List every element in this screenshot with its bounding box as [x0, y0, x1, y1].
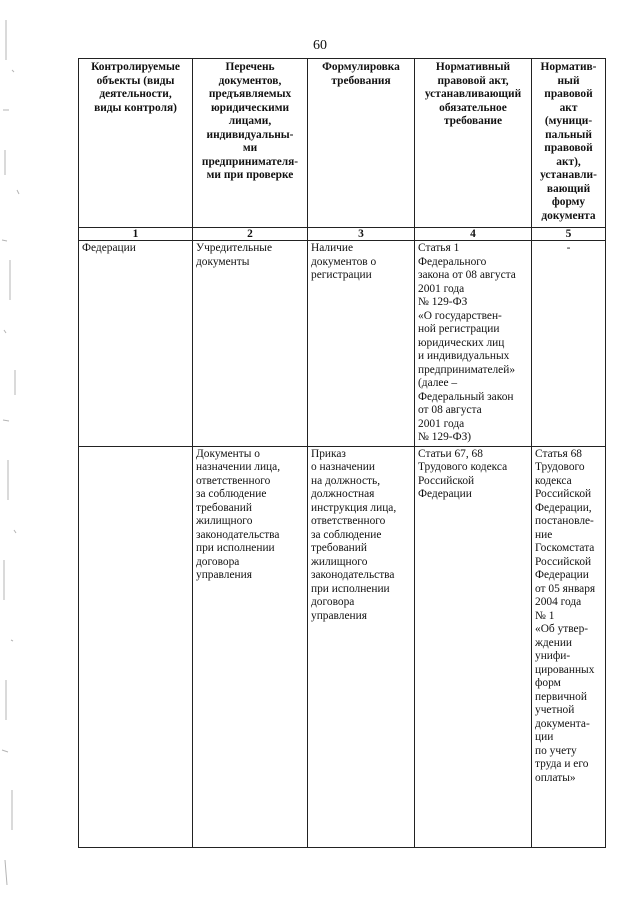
cell-text-line: Федерального [418, 255, 487, 268]
cell-text-line: по учету [535, 744, 577, 757]
column-number: 5 [532, 228, 606, 241]
cell-text-line: Наличие [311, 242, 354, 254]
cell-text-line: оплаты» [535, 771, 576, 784]
header-document-form-act [532, 59, 606, 228]
cell-text-line: за соблюдение [196, 488, 267, 500]
cell-text-line: учетной [535, 704, 575, 716]
cell-text-line: Трудового кодекса [418, 461, 508, 473]
cell-text-line: ответственного [196, 474, 271, 487]
cell-text-line: документа [541, 209, 596, 222]
cell-text-line: акт [559, 101, 578, 114]
cell-text-line: 2004 года [535, 596, 582, 608]
cell-text-line: документа- [535, 717, 590, 730]
cell-text-line: индивидуальны- [206, 128, 294, 141]
cell-text-line: договора [196, 555, 240, 568]
cell-text-line: законодательства [311, 569, 395, 581]
cell-text-line: (муници- [544, 115, 593, 127]
cell-text-line: закона от 08 августа [418, 269, 516, 281]
cell-text-line: вающий [546, 182, 591, 195]
column-number: 1 [79, 228, 193, 241]
table-header-row [79, 59, 606, 228]
cell-text-line: форм [535, 677, 561, 689]
cell-text-line: «Об утвер- [535, 623, 589, 635]
cell-text-line: предъявляемых [208, 88, 292, 100]
cell-text-line: предпринимателей» [418, 363, 516, 376]
cell-normative-act [415, 241, 532, 447]
cell-normative-act [415, 446, 532, 847]
cell-text-line: ответственного [311, 515, 386, 527]
cell-text-line: Российской [535, 555, 592, 568]
cell-text-line: обязательное [439, 101, 507, 114]
cell-text-line: управления [196, 569, 252, 581]
cell-text-line: Федерации [418, 488, 472, 500]
page-number: 60 [313, 38, 327, 53]
cell-form-act [532, 446, 606, 847]
header-documents-list [193, 59, 308, 228]
cell-text-line: правовой [544, 142, 593, 154]
cell-text-line: юридическими [210, 101, 290, 114]
cell-text-line: на должность, [311, 474, 381, 487]
cell-text-line: законодательства [196, 528, 280, 541]
cell-text-line: документов, [218, 74, 282, 87]
cell-text-line: унифи- [535, 650, 571, 662]
cell-text-line: от 08 августа [418, 404, 482, 416]
cell-text-line: виды контроля) [94, 101, 177, 114]
cell-text-line: инструкция лица, [311, 501, 397, 514]
cell-text-line: управления [311, 609, 367, 622]
column-number: 4 [415, 228, 532, 241]
cell-text-line: Учредительные [196, 242, 273, 254]
cell-text-line: документов о [311, 255, 377, 268]
cell-text-line: Федерации [82, 242, 136, 254]
cell-text-line: Формулировка [322, 61, 400, 73]
cell-text-line: ми [242, 142, 258, 154]
cell-text-line: пальный [545, 128, 592, 141]
cell-text-line: договора [311, 596, 355, 608]
column-number: 3 [308, 228, 415, 241]
cell-text-line: ние [535, 528, 553, 541]
header-normative-act [415, 59, 532, 228]
cell-text-line: - [566, 242, 571, 254]
cell-text-line: деятельности, [99, 88, 172, 100]
cell-text-line: Документы о [196, 447, 260, 460]
cell-text-line: Трудового [535, 461, 585, 473]
cell-text-line: Статья 1 [418, 242, 460, 254]
cell-text-line: № 129-ФЗ) [418, 431, 472, 443]
cell-text-line: постановле- [535, 515, 594, 527]
cell-text-line: от 05 января [535, 582, 596, 595]
table-row [79, 446, 606, 847]
cell-text-line: «О государствен- [418, 309, 502, 322]
cell-text-line: акт), [556, 155, 581, 168]
cell-text-line: Нормативный [435, 61, 511, 73]
cell-text-line: Перечень [225, 61, 275, 73]
cell-text-line: 2001 года [418, 282, 465, 295]
cell-text-line: должностная [311, 488, 375, 500]
cell-text-line: ждении [535, 636, 573, 649]
cell-text-line: Контролируемые [91, 61, 180, 73]
cell-text-line: устанавли- [540, 169, 597, 181]
cell-documents [193, 446, 308, 847]
cell-text-line: 2001 года [418, 417, 465, 430]
cell-text-line: ный [557, 74, 580, 87]
cell-text-line: Федерации, [535, 501, 592, 514]
cell-text-line: Статьи 67, 68 [418, 447, 483, 460]
cell-text-line: Норматив- [540, 61, 597, 73]
cell-text-line: устанавливающий [424, 88, 522, 100]
cell-text-line: юридических лиц [418, 336, 505, 349]
cell-text-line: о назначении [311, 461, 375, 473]
cell-text-line: первичной [535, 690, 587, 703]
cell-documents [193, 241, 308, 447]
column-number: 2 [193, 228, 308, 241]
cell-text-line: № 129-ФЗ [418, 296, 468, 308]
cell-text-line: № 1 [535, 609, 555, 622]
cell-text-line: предпринимателя- [201, 155, 299, 168]
column-number-row [79, 228, 606, 241]
cell-text-line: цированных [535, 663, 595, 676]
cell-text-line: и индивидуальных [418, 350, 510, 362]
cell-text-line: жилищного [196, 515, 253, 527]
cell-text-line: требование [443, 115, 503, 127]
requirements-table [78, 58, 606, 848]
cell-text-line: лицами, [228, 115, 272, 127]
cell-text-line: правовой [544, 88, 593, 100]
cell-text-line: Статья 68 [535, 447, 582, 460]
cell-form-act [532, 241, 606, 447]
scan-margin-noise [0, 0, 40, 905]
cell-text-line: за соблюдение [311, 528, 382, 541]
cell-text-line: документы [196, 255, 250, 268]
cell-text-line: форму [551, 196, 586, 208]
cell-text-line: правовой акт, [437, 74, 509, 87]
cell-text-line: ной регистрации [418, 323, 500, 335]
cell-text-line: ции [535, 731, 554, 743]
cell-text-line: требований [196, 501, 252, 514]
cell-text-line: при исполнении [196, 542, 275, 554]
cell-text-line: Приказ [311, 447, 346, 460]
cell-text-line: объекты (виды [96, 74, 175, 87]
cell-text-line: кодекса [535, 474, 572, 487]
header-requirement-wording [308, 59, 415, 228]
cell-text-line: регистрации [311, 269, 372, 281]
table-row [79, 241, 606, 447]
cell-controlled-object [79, 241, 193, 447]
cell-requirement [308, 241, 415, 447]
cell-controlled-object [79, 446, 193, 847]
cell-text-line: Федеральный закон [418, 390, 514, 403]
cell-requirement [308, 446, 415, 847]
cell-text-line: Федерации [535, 569, 589, 581]
cell-text-line: требований [311, 542, 367, 554]
cell-text-line: труда и его [535, 758, 589, 770]
cell-text-line: Российской [535, 488, 592, 500]
cell-text-line: назначении лица, [196, 461, 281, 473]
header-controlled-objects [79, 59, 193, 228]
cell-text-line: при исполнении [311, 582, 390, 595]
cell-text-line: жилищного [311, 555, 368, 568]
cell-text-line: ми при проверке [206, 169, 294, 181]
cell-text-line: требования [331, 74, 391, 87]
cell-text-line: Госкомстата [535, 542, 595, 554]
cell-text-line: Российской [418, 474, 475, 487]
cell-text-line: (далее – [418, 377, 458, 389]
